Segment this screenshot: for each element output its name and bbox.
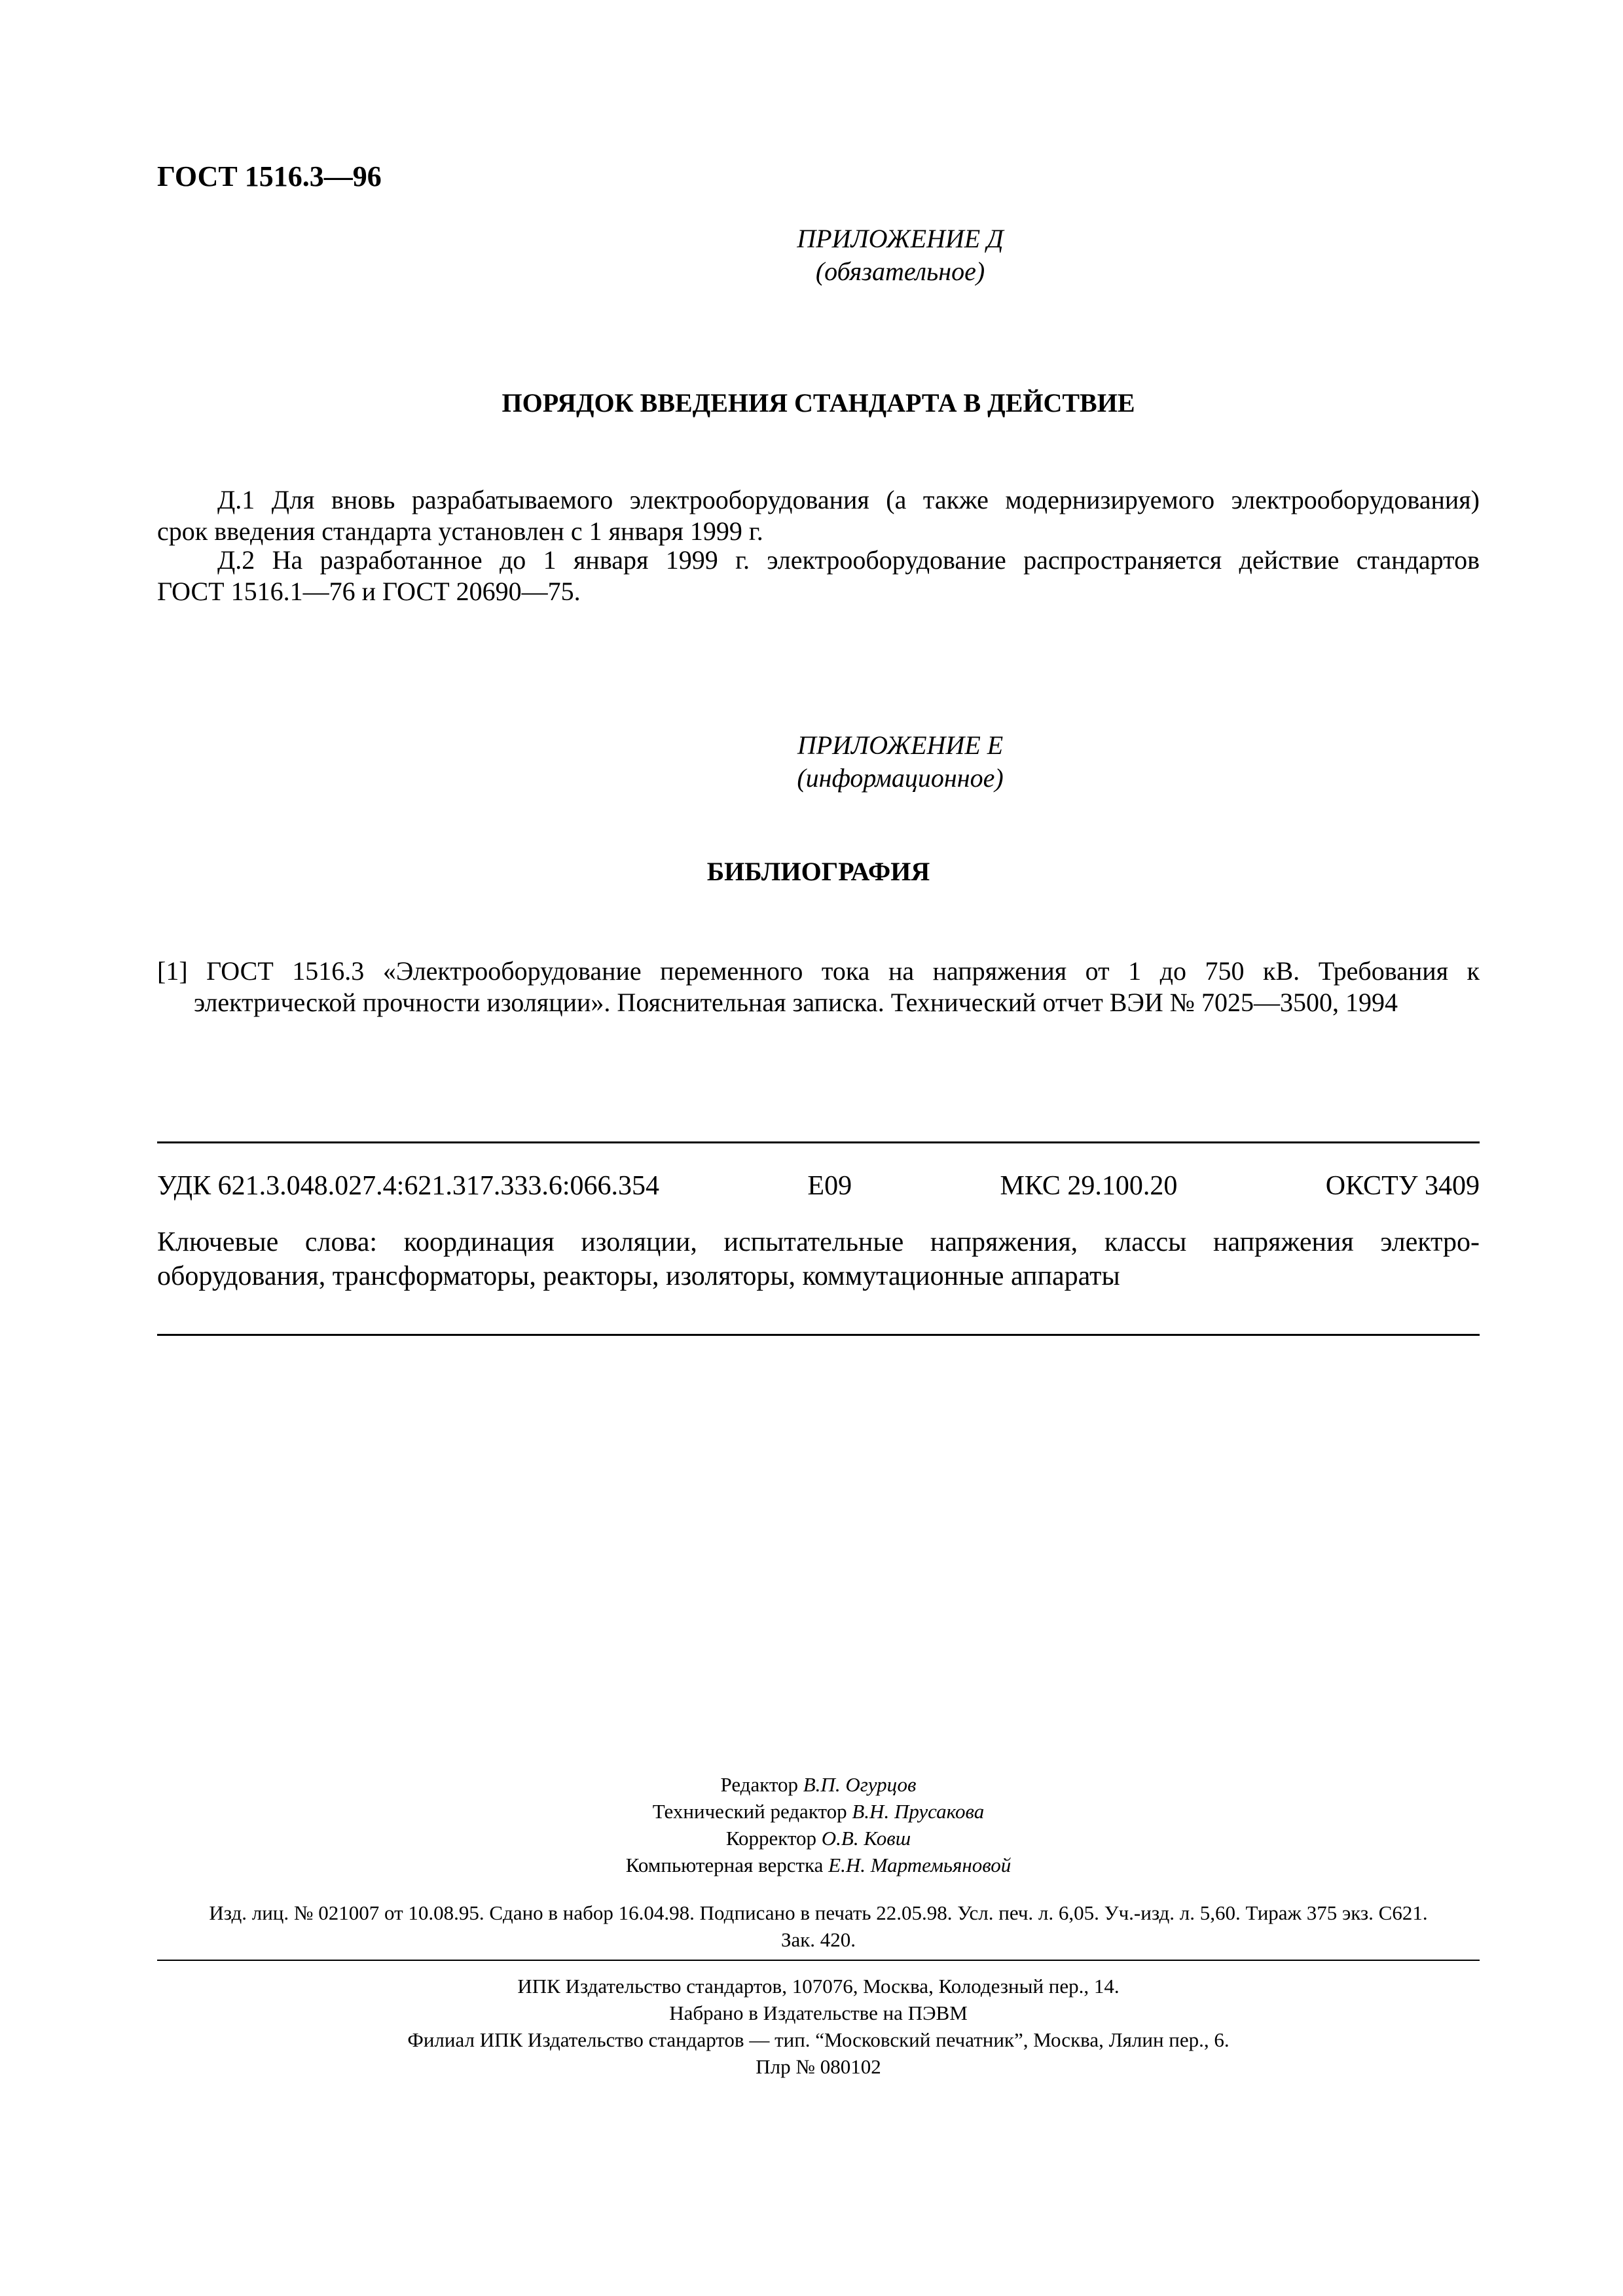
bibliography-line: [1] ГОСТ 1516.3 «Электрооборудование переменного тока на напряжения от 1 до 750 кВ. Требования к [157,956,1480,986]
credit-tech-editor: Технический редактор В.Н. Прусакова [652,1800,985,1823]
appendix-d-kind: (обязательное) [815,257,985,286]
publisher-line: ИПК Издательство стандартов, 107076, Москва, Колодезный пер., 14. [517,1975,1120,1998]
appendix-d-heading: ПОРЯДОК ВВЕДЕНИЯ СТАНДАРТА В ДЕЙСТВИЕ [501,388,1135,418]
divider [157,1141,1480,1143]
credit-layout: Компьютерная верстка Е.Н. Мартемьяновой [625,1854,1012,1876]
layout-name: Е.Н. Мартемьяновой [828,1854,1012,1876]
publisher-line: Филиал ИПК Издательство стандартов — тип. “Московский печатник”, Москва, Лялин пер., 6. [407,2028,1230,2051]
imprint-line: Изд. лиц. № 021007 от 10.08.95. Сдано в набор 16.04.98. Подписано в печать 22.05.98. Усл. печ. л. 6,05. Уч.-изд. л. 5,60. Тираж 375 экз. С621. [209,1901,1428,1924]
keywords [157,1225,1480,1293]
document-id: ГОСТ 1516.3—96 [157,160,382,192]
bibliography-entry-1 [157,956,1480,1018]
credits [157,1771,1480,1878]
publisher-line: Набрано в Издательстве на ПЭВМ [669,2001,968,2024]
group-code: Е09 [807,1171,852,1201]
imprint [157,1899,1480,1953]
paragraph-line: ГОСТ 1516.1—76 и ГОСТ 20690—75. [157,577,581,606]
editor-name: В.П. Огурцов [803,1773,917,1796]
paragraph-line: Д.1 Для вновь разрабатываемого электрооборудования (а также модернизируемого электрооборудования) [217,485,1480,514]
appendix-e-header [157,729,1480,795]
appendix-d-header [157,223,1480,288]
udk-code: УДК 621.3.048.027.4:621.317.333.6:066.354 [157,1171,659,1201]
paragraph-line: срок введения стандарта установлен с 1 января 1999 г. [157,516,763,546]
classification-codes [157,1170,1480,1202]
keywords-line: Ключевые слова: координация изоляции, испытательные напряжения, классы напряжения электро- [157,1227,1480,1257]
mks-code: МКС 29.100.20 [1000,1171,1178,1201]
divider [157,1960,1480,1961]
paragraph-line: Д.2 На разработанное до 1 января 1999 г. электрооборудование распространяется действие стандартов [217,545,1480,575]
divider [157,1334,1480,1336]
keywords-line: оборудования, трансформаторы, реакторы, изоляторы, коммутационные аппараты [157,1261,1120,1291]
bibliography-heading: БИБЛИОГРАФИЯ [706,857,930,886]
appendix-e-title: ПРИЛОЖЕНИЕ Е [797,730,1004,760]
credit-editor: Редактор В.П. Огурцов [720,1773,917,1796]
appendix-d-title: ПРИЛОЖЕНИЕ Д [797,224,1004,253]
tech-editor-name: В.Н. Прусакова [852,1800,985,1823]
imprint-line: Зак. 420. [780,1928,856,1951]
bibliography-line: электрической прочности изоляции». Пояснительная записка. Технический отчет ВЭИ № 7025—3500, 1994 [194,988,1398,1017]
publisher-info [157,1973,1480,2080]
okstu-code: ОКСТУ 3409 [1325,1171,1480,1201]
publisher-line: Плр № 080102 [756,2055,881,2078]
proofreader-name: О.В. Ковш [821,1827,911,1850]
appendix-d-paragraph-2 [157,545,1480,607]
appendix-e-kind: (информационное) [797,763,1004,793]
appendix-d-paragraph-1 [157,484,1480,547]
credit-proofreader: Корректор О.В. Ковш [725,1827,911,1850]
